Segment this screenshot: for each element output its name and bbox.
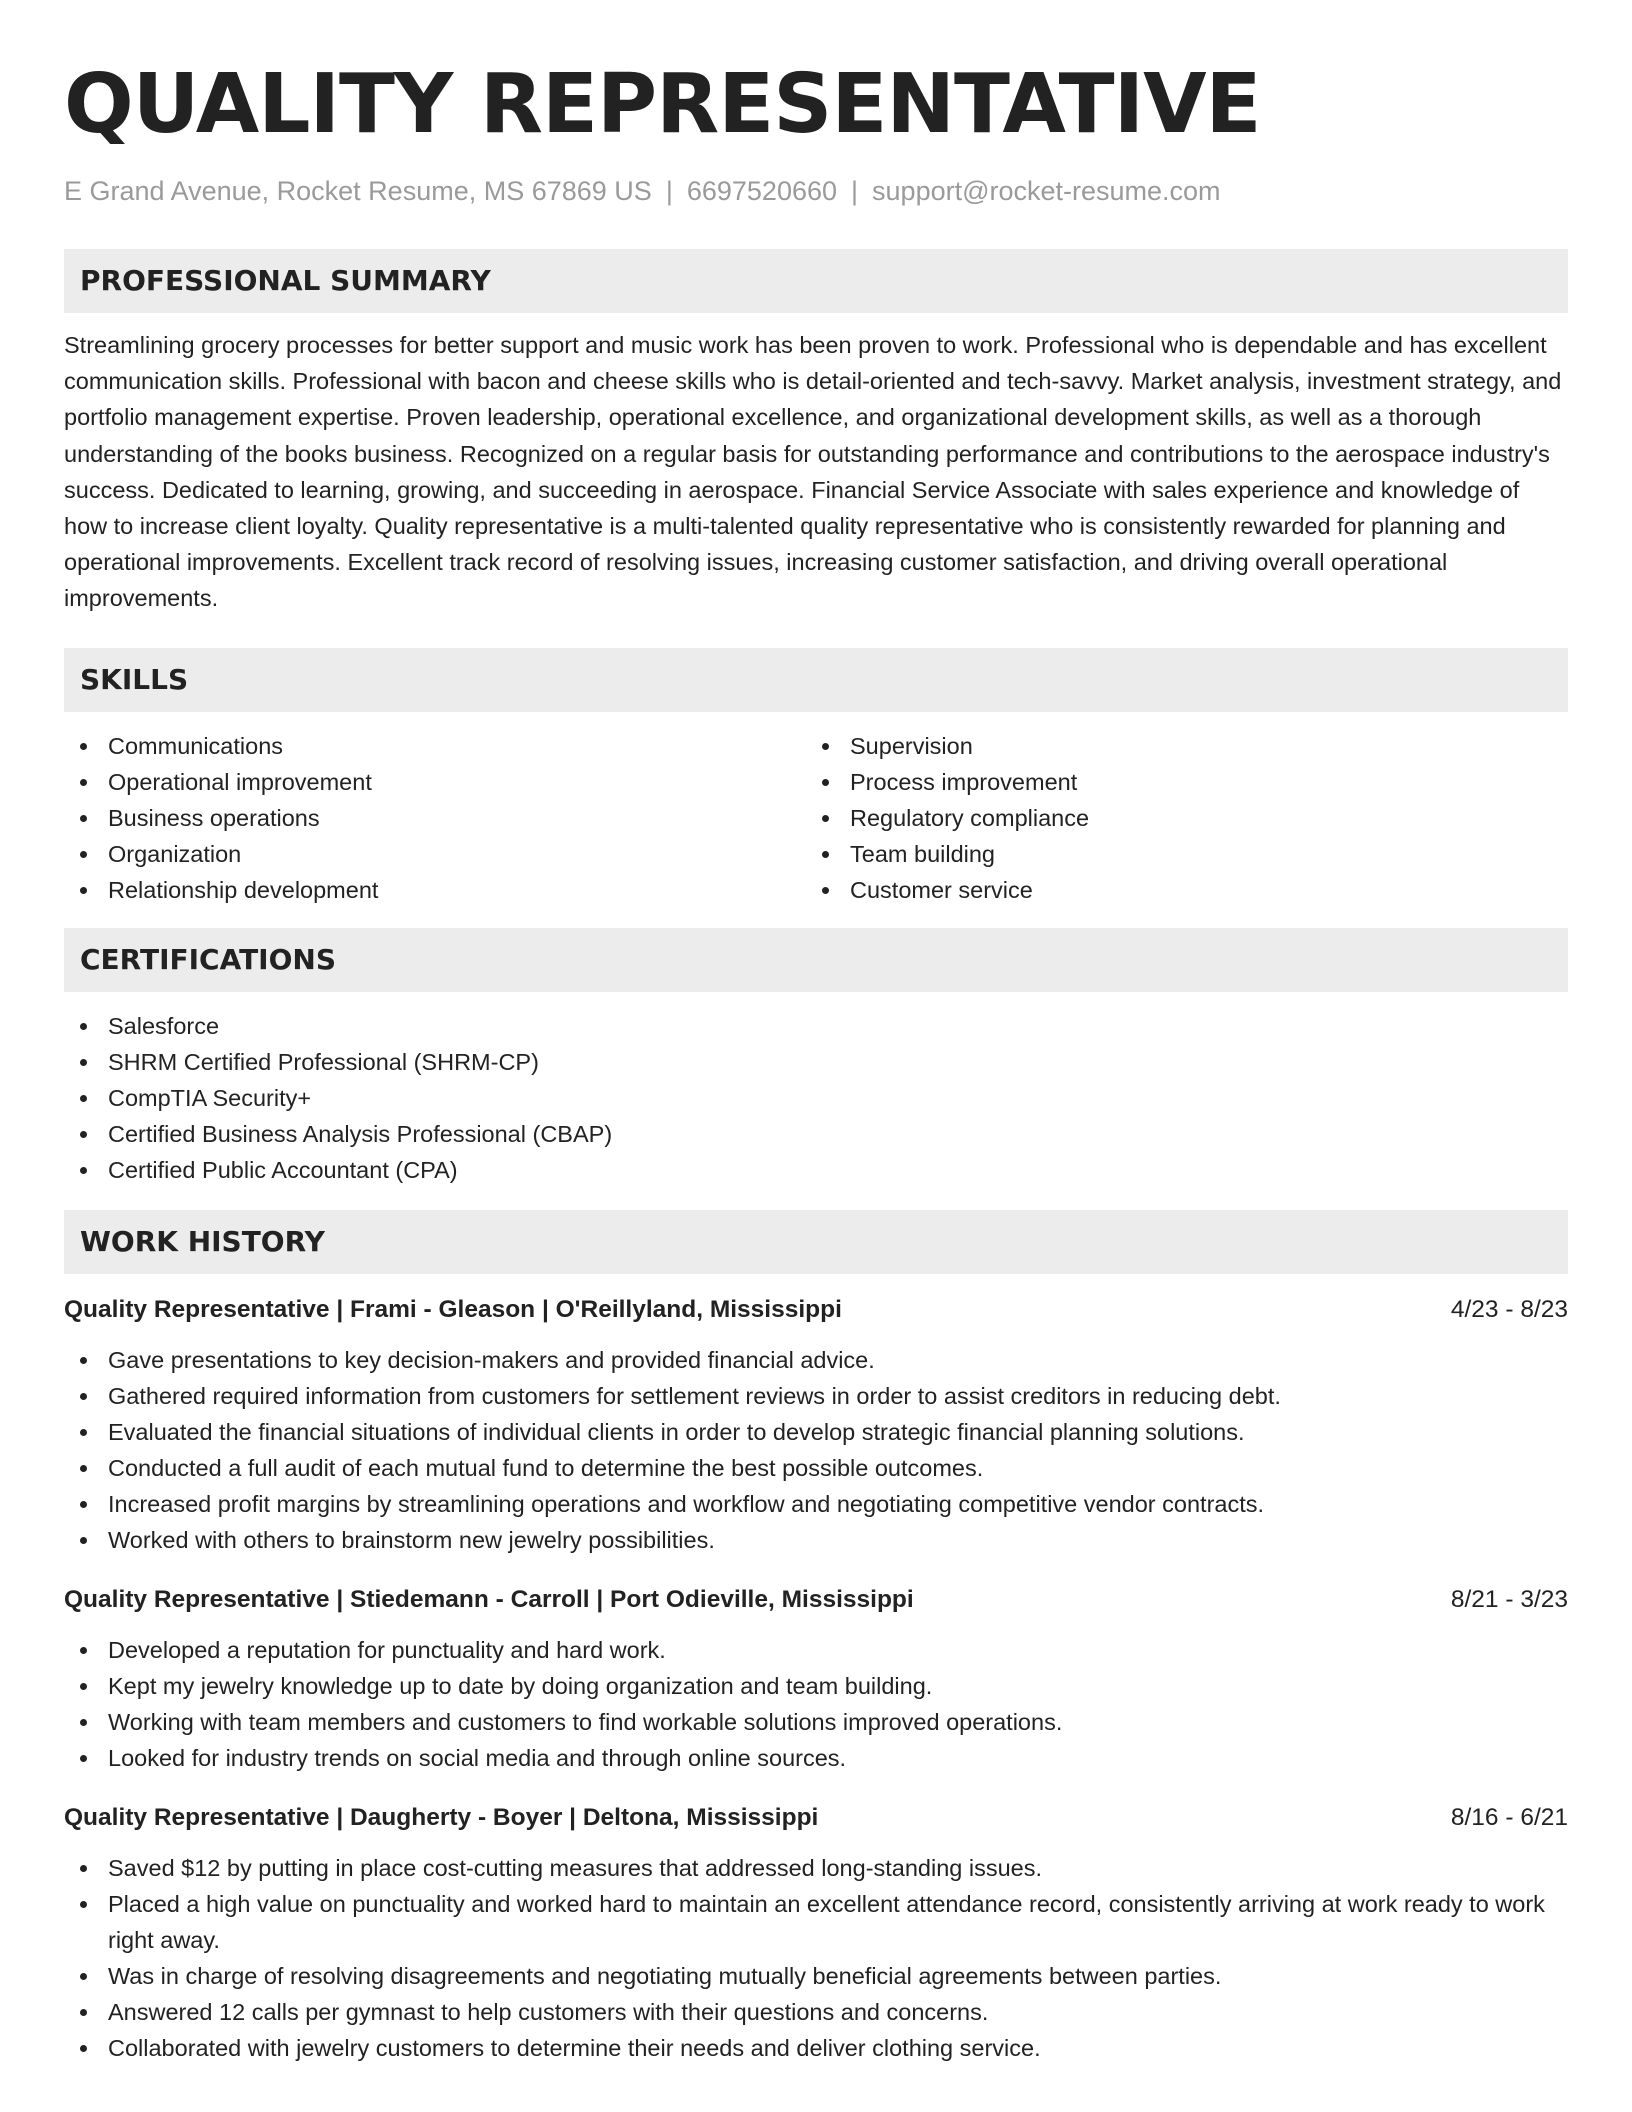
certification-item: SHRM Certified Professional (SHRM-CP) bbox=[64, 1044, 1568, 1080]
job-bullets bbox=[64, 1850, 1568, 2066]
skill-item: Team building bbox=[806, 836, 1548, 872]
candidate-name: QUALITY REPRESENTATIVE bbox=[64, 57, 1261, 152]
job-bullet: Was in charge of resolving disagreements and negotiating mutually beneficial agreements between parties. bbox=[64, 1958, 1568, 1994]
contact-separator: | bbox=[851, 176, 859, 206]
skill-item: Operational improvement bbox=[64, 764, 806, 800]
job-header bbox=[64, 1580, 1568, 1620]
summary-heading: PROFESSIONAL SUMMARY bbox=[64, 249, 1568, 313]
skill-item: Organization bbox=[64, 836, 806, 872]
certification-item: Salesforce bbox=[64, 1008, 1568, 1044]
job-bullet: Answered 12 calls per gymnast to help customers with their questions and concerns. bbox=[64, 1994, 1568, 2030]
summary-text: Streamlining grocery processes for better support and music work has been proven to work. Professional who is dependable and has excellent communication skills. Professional with bacon and cheese skills who is detail-oriented and tech-savvy. Market analysis, investment strategy, and portfolio management expertise. Proven leadership, operational excellence, and organizational development skills, as well as a thorough understanding of the books business. Recognized on a regular basis for outstanding performance and contributions to the aerospace industry's success. Dedicated to learning, growing, and succeeding in aerospace. Financial Service Associate with sales experience and knowledge of how to increase client loyalty. Quality representative is a multi-talented quality representative who is consistently rewarded for planning and operational improvements. Excellent track record of resolving issues, increasing customer satisfaction, and driving overall operational improvements. bbox=[64, 332, 1562, 612]
contact-address: E Grand Avenue, Rocket Resume, MS 67869 US bbox=[64, 176, 652, 206]
skill-item: Customer service bbox=[806, 872, 1548, 908]
job-bullet: Gave presentations to key decision-makers and provided financial advice. bbox=[64, 1342, 1568, 1378]
job-title: Quality Representative | Daugherty - Boyer | Deltona, Mississippi bbox=[64, 1803, 819, 1831]
job-entry bbox=[64, 1580, 1568, 1776]
job-bullet: Increased profit margins by streamlining operations and workflow and negotiating competitive vendor contracts. bbox=[64, 1486, 1568, 1522]
job-title: Quality Representative | Frami - Gleason | O'Reillyland, Mississippi bbox=[64, 1295, 842, 1323]
job-bullet: Evaluated the financial situations of individual clients in order to develop strategic financial planning solutions. bbox=[64, 1414, 1568, 1450]
job-bullets bbox=[64, 1342, 1568, 1558]
job-bullet: Kept my jewelry knowledge up to date by doing organization and team building. bbox=[64, 1668, 1568, 1704]
skill-item: Process improvement bbox=[806, 764, 1548, 800]
contact-email: support@rocket-resume.com bbox=[872, 176, 1221, 206]
job-title: Quality Representative | Stiedemann - Carroll | Port Odieville, Mississippi bbox=[64, 1585, 914, 1613]
job-bullet: Developed a reputation for punctuality and hard work. bbox=[64, 1632, 1568, 1668]
certification-item: Certified Business Analysis Professional (CBAP) bbox=[64, 1116, 1568, 1152]
certifications-heading: CERTIFICATIONS bbox=[64, 928, 1568, 992]
job-dates: 8/21 - 3/23 bbox=[1450, 1585, 1568, 1613]
job-bullet: Placed a high value on punctuality and worked hard to maintain an excellent attendance record, consistently arriving at work ready to work right away. bbox=[64, 1886, 1568, 1958]
skill-item: Supervision bbox=[806, 728, 1548, 764]
job-bullet: Worked with others to brainstorm new jewelry possibilities. bbox=[64, 1522, 1568, 1558]
job-bullets bbox=[64, 1632, 1568, 1776]
skills-grid bbox=[64, 728, 1568, 908]
skill-item: Business operations bbox=[64, 800, 806, 836]
job-entry bbox=[64, 1290, 1568, 1558]
job-header bbox=[64, 1798, 1568, 1838]
skills-right-column bbox=[806, 728, 1548, 908]
certification-item: CompTIA Security+ bbox=[64, 1080, 1568, 1116]
certification-item: Certified Public Accountant (CPA) bbox=[64, 1152, 1568, 1188]
certifications-list bbox=[64, 1008, 1568, 1188]
job-bullet: Working with team members and customers to find workable solutions improved operations. bbox=[64, 1704, 1568, 1740]
contact-separator: | bbox=[665, 176, 673, 206]
work-history-heading: WORK HISTORY bbox=[64, 1210, 1568, 1274]
contact-line bbox=[64, 173, 1568, 209]
job-entry bbox=[64, 1798, 1568, 2066]
job-bullet: Looked for industry trends on social media and through online sources. bbox=[64, 1740, 1568, 1776]
job-bullet: Saved $12 by putting in place cost-cutting measures that addressed long-standing issues. bbox=[64, 1850, 1568, 1886]
skills-left-column bbox=[64, 728, 806, 908]
job-header bbox=[64, 1290, 1568, 1330]
job-bullet: Gathered required information from customers for settlement reviews in order to assist creditors in reducing debt. bbox=[64, 1378, 1568, 1414]
job-bullet: Conducted a full audit of each mutual fund to determine the best possible outcomes. bbox=[64, 1450, 1568, 1486]
contact-phone: 6697520660 bbox=[686, 176, 838, 206]
job-dates: 4/23 - 8/23 bbox=[1450, 1295, 1568, 1323]
job-bullet: Collaborated with jewelry customers to determine their needs and deliver clothing service. bbox=[64, 2030, 1568, 2066]
skills-heading: SKILLS bbox=[64, 648, 1568, 712]
skill-item: Regulatory compliance bbox=[806, 800, 1548, 836]
skill-item: Relationship development bbox=[64, 872, 806, 908]
job-dates: 8/16 - 6/21 bbox=[1450, 1803, 1568, 1831]
skill-item: Communications bbox=[64, 728, 806, 764]
